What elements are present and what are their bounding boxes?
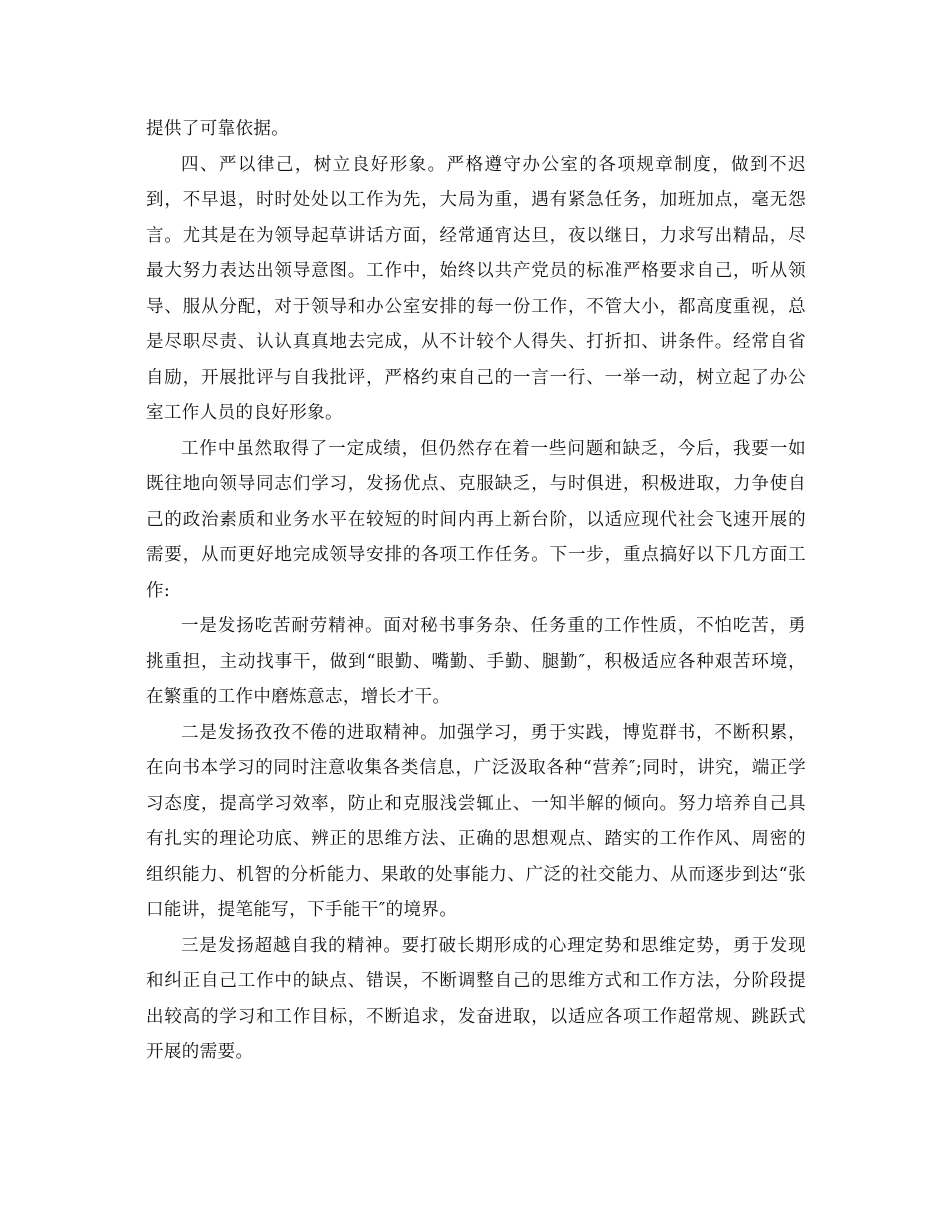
- document-body: [146, 112, 806, 1071]
- paragraph-hardworking-spirit: 一是发扬吃苦耐劳精神。面对秘书事务杂、任务重的工作性质，不怕吃苦，勇挑重担，主动找事干，做到“眼勤、嘴勤、手勤、腿勤″，积极适应各种艰苦环境，在繁重的工作中磨炼意志，增长才干。: [146, 616, 806, 707]
- paragraph-self-discipline: 四、严以律己，树立良好形象。严格遵守办公室的各项规章制度，做到不迟到，不早退，时时处处以工作为先，大局为重，遇有紧急任务，加班加点，毫无怨言。尤其是在为领导起草讲话方面，经常通宵达旦，夜以继日，力求写出精品，尽最大努力表达出领导意图。工作中，始终以共产党员的标准严格要求自己，听从领导、服从分配，对于领导和办公室安排的每一份工作，不管大小，都高度重视，总是尽职尽责、认认真真地去完成，从不计较个人得失、打折扣、讲条件。经常自省自励，开展批评与自我批评，严格约束自己的一言一行、一举一动，树立起了办公室工作人员的良好形象。: [146, 154, 806, 423]
- paragraph-shortcomings-and-plans: 工作中虽然取得了一定成绩，但仍然存在着一些问题和缺乏，今后，我要一如既往地向领导同志们学习，发扬优点、克服缺乏，与时俱进，积极进取，力争使自己的政治素质和业务水平在较短的时间内再上新台阶，以适应现代社会飞速开展的需要，从而更好地完成领导安排的各项工作任务。下一步，重点搞好以下几方面工作:: [146, 438, 806, 601]
- paragraph-self-transcendence: 三是发扬超越自我的精神。要打破长期形成的心理定势和思维定势，勇于发现和纠正自己工作中的缺点、错误，不断调整自己的思维方式和工作方法，分阶段提出较高的学习和工作目标，不断追求，发奋进取，以适应各项工作超常规、跳跃式开展的需要。: [146, 935, 806, 1062]
- paragraph-continuation: 提供了可靠依据。: [146, 119, 290, 139]
- paragraph-enterprising-spirit: 二是发扬孜孜不倦的进取精神。加强学习，勇于实践，博览群书，不断积累，在向书本学习的同时注意收集各类信息，广泛汲取各种“营养″;同时，讲究，端正学习态度，提高学习效率，防止和克服浅尝辄止、一知半解的倾向。努力培养自己具有扎实的理论功底、辨正的思维方法、正确的思想观点、踏实的工作作风、周密的组织能力、机智的分析能力、果敢的处事能力、广泛的社交能力、从而逐步到达“张口能讲，提笔能写，下手能干″的境界。: [146, 722, 806, 920]
